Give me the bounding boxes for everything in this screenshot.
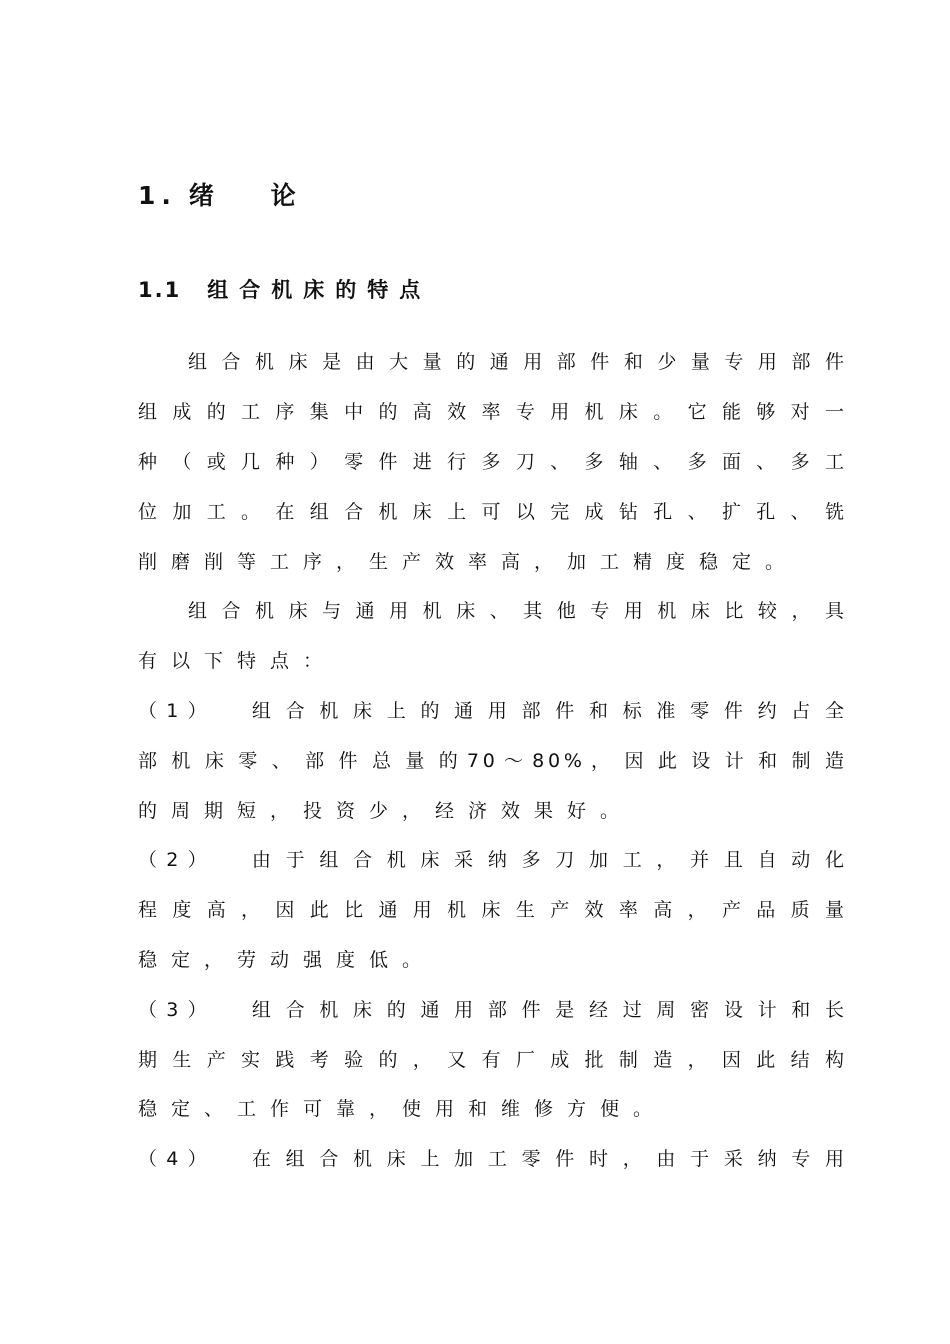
text-line: （ 4 ） 在 组 合 机 床 上 加 工 零 件 时 ， 由 于 采 纳 专 用 (138, 1148, 844, 1170)
text-line: 种 （ 或 几 种 ） 零 件 进 行 多 刀 、 多 轴 、 多 面 、 多 工 (138, 451, 844, 473)
text-line: 部 机 床 零 、 部 件 总 量 的 7 0 ～ 8 0 % ， 因 此 设 计 和 制 造 (138, 750, 844, 772)
text-line: 有以下特点： (138, 650, 337, 672)
text-line: 组 成 的 工 序 集 中 的 高 效 率 专 用 机 床 。 它 能 够 对 一 (138, 401, 844, 423)
text-line: 稳定、工作可靠，使用和维修方便。 (138, 1098, 667, 1120)
text-line: 期 生 产 实 践 考 验 的 ， 又 有 厂 成 批 制 造 ， 因 此 结 构 (138, 1049, 844, 1071)
text-line: 组 合 机 床 与 通 用 机 床 、 其 他 专 用 机 床 比 较 ， 具 (188, 600, 844, 622)
section-title: 组合机床的特点 (207, 278, 432, 302)
text-line: 的周期短，投资少，经济效果好。 (138, 800, 634, 822)
text-line: 组 合 机 床 是 由 大 量 的 通 用 部 件 和 少 量 专 用 部 件 (188, 351, 844, 373)
text-line: 位 加 工 。 在 组 合 机 床 上 可 以 完 成 钻 孔 、 扩 孔 、 铣 (138, 501, 844, 523)
text-line: （ 2 ） 由 于 组 合 机 床 采 纳 多 刀 加 工 ， 并 且 自 动 化 (138, 849, 844, 871)
text-line: 程 度 高 ， 因 此 比 通 用 机 床 生 产 效 率 高 ， 产 品 质 量 (138, 899, 844, 921)
text-line: 削磨削等工序，生产效率高，加工精度稳定。 (138, 551, 799, 573)
section-number: 1.1 (138, 278, 182, 302)
text-line: （ 3 ） 组 合 机 床 的 通 用 部 件 是 经 过 周 密 设 计 和 长 (138, 999, 844, 1021)
chapter-number: 1. (138, 181, 177, 210)
chapter-heading (138, 176, 320, 212)
text-line: （ 1 ） 组 合 机 床 上 的 通 用 部 件 和 标 准 零 件 约 占 全 (138, 700, 844, 722)
chapter-title: 绪 论 (188, 181, 320, 210)
text-line: 稳定，劳动强度低。 (138, 949, 436, 971)
section-heading (138, 274, 431, 304)
